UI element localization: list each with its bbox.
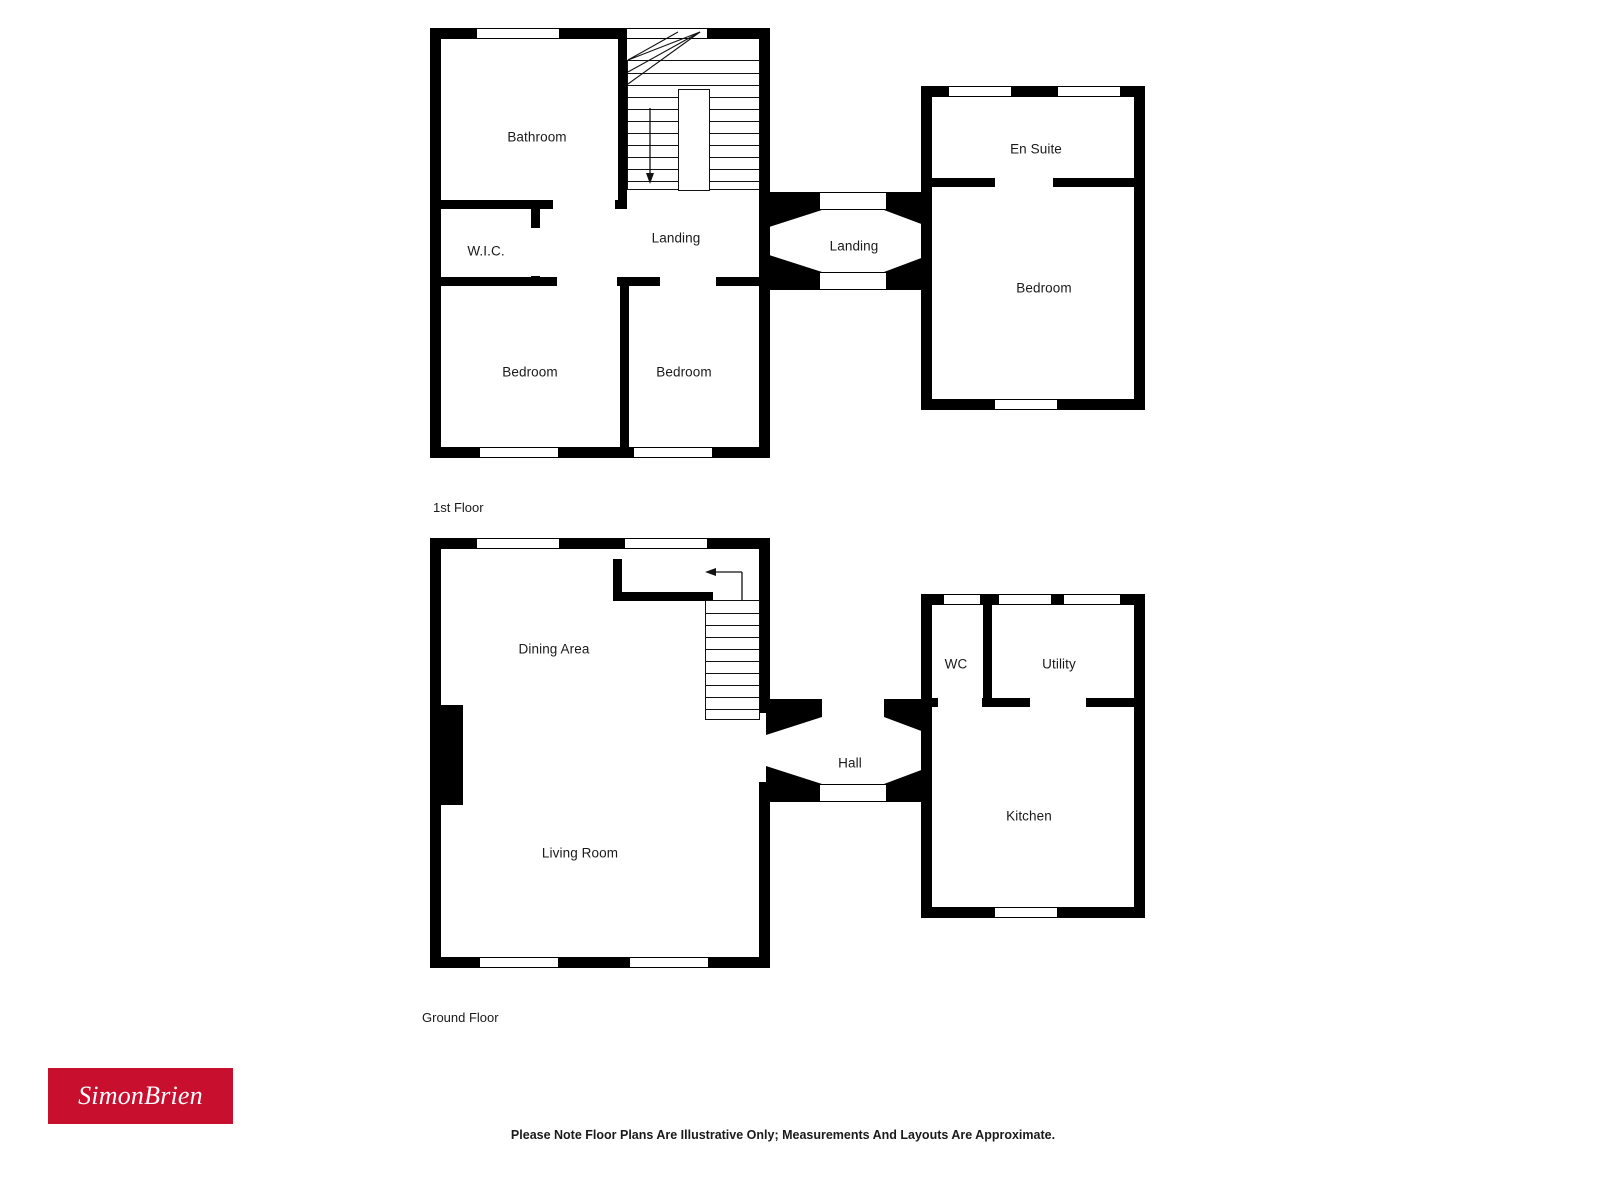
doorway-opening (938, 698, 982, 707)
wall-segment (983, 594, 992, 703)
brand-logo-text: SimonBrien (78, 1081, 203, 1110)
room-label-wc: WC (944, 656, 968, 672)
staircase (705, 600, 760, 720)
room-label-en-suite: En Suite (1010, 141, 1062, 157)
room-label-kitchen: Kitchen (1006, 808, 1052, 824)
window (1064, 594, 1120, 605)
chimney-breast (435, 705, 463, 805)
room-label-hall: Hall (838, 755, 862, 771)
wall-segment (884, 784, 932, 802)
room-label-bedroom-middle: Bedroom (656, 364, 712, 380)
disclaimer-text: Please Note Floor Plans Are Illustrative Only; Measurements And Layouts Are Approximate. (510, 1128, 1056, 1142)
wall-segment (766, 784, 822, 802)
wall-segment (613, 559, 622, 601)
room-label-bathroom: Bathroom (507, 129, 567, 145)
room-label-wic: W.I.C. (467, 243, 505, 259)
wall-segment (766, 699, 822, 717)
room-label-bedroom-main: Bedroom (1016, 280, 1072, 296)
window (477, 538, 559, 549)
wall-segment (884, 699, 932, 717)
room-label-utility: Utility (1042, 656, 1076, 672)
wall-segment (1134, 594, 1145, 918)
room-label-landing-left: Landing (651, 230, 701, 246)
room-label-living-room: Living Room (541, 845, 619, 861)
floor-caption-first: 1st Floor (433, 500, 484, 515)
window (820, 784, 886, 802)
window (480, 957, 558, 968)
wall-segment (613, 592, 713, 601)
brand-logo[interactable] (48, 1068, 233, 1124)
window (625, 538, 707, 549)
window (999, 594, 1051, 605)
room-label-bedroom-left: Bedroom (502, 364, 558, 380)
window (630, 957, 708, 968)
wall-segment (921, 594, 932, 918)
window (995, 907, 1057, 918)
wall-segment (759, 538, 770, 713)
wall-segment (759, 782, 770, 968)
floor-caption-ground: Ground Floor (422, 1010, 499, 1025)
doorway-opening (1030, 698, 1086, 707)
window (944, 594, 980, 605)
room-label-dining-area: Dining Area (518, 641, 590, 657)
room-label-landing-right: Landing (829, 238, 879, 254)
